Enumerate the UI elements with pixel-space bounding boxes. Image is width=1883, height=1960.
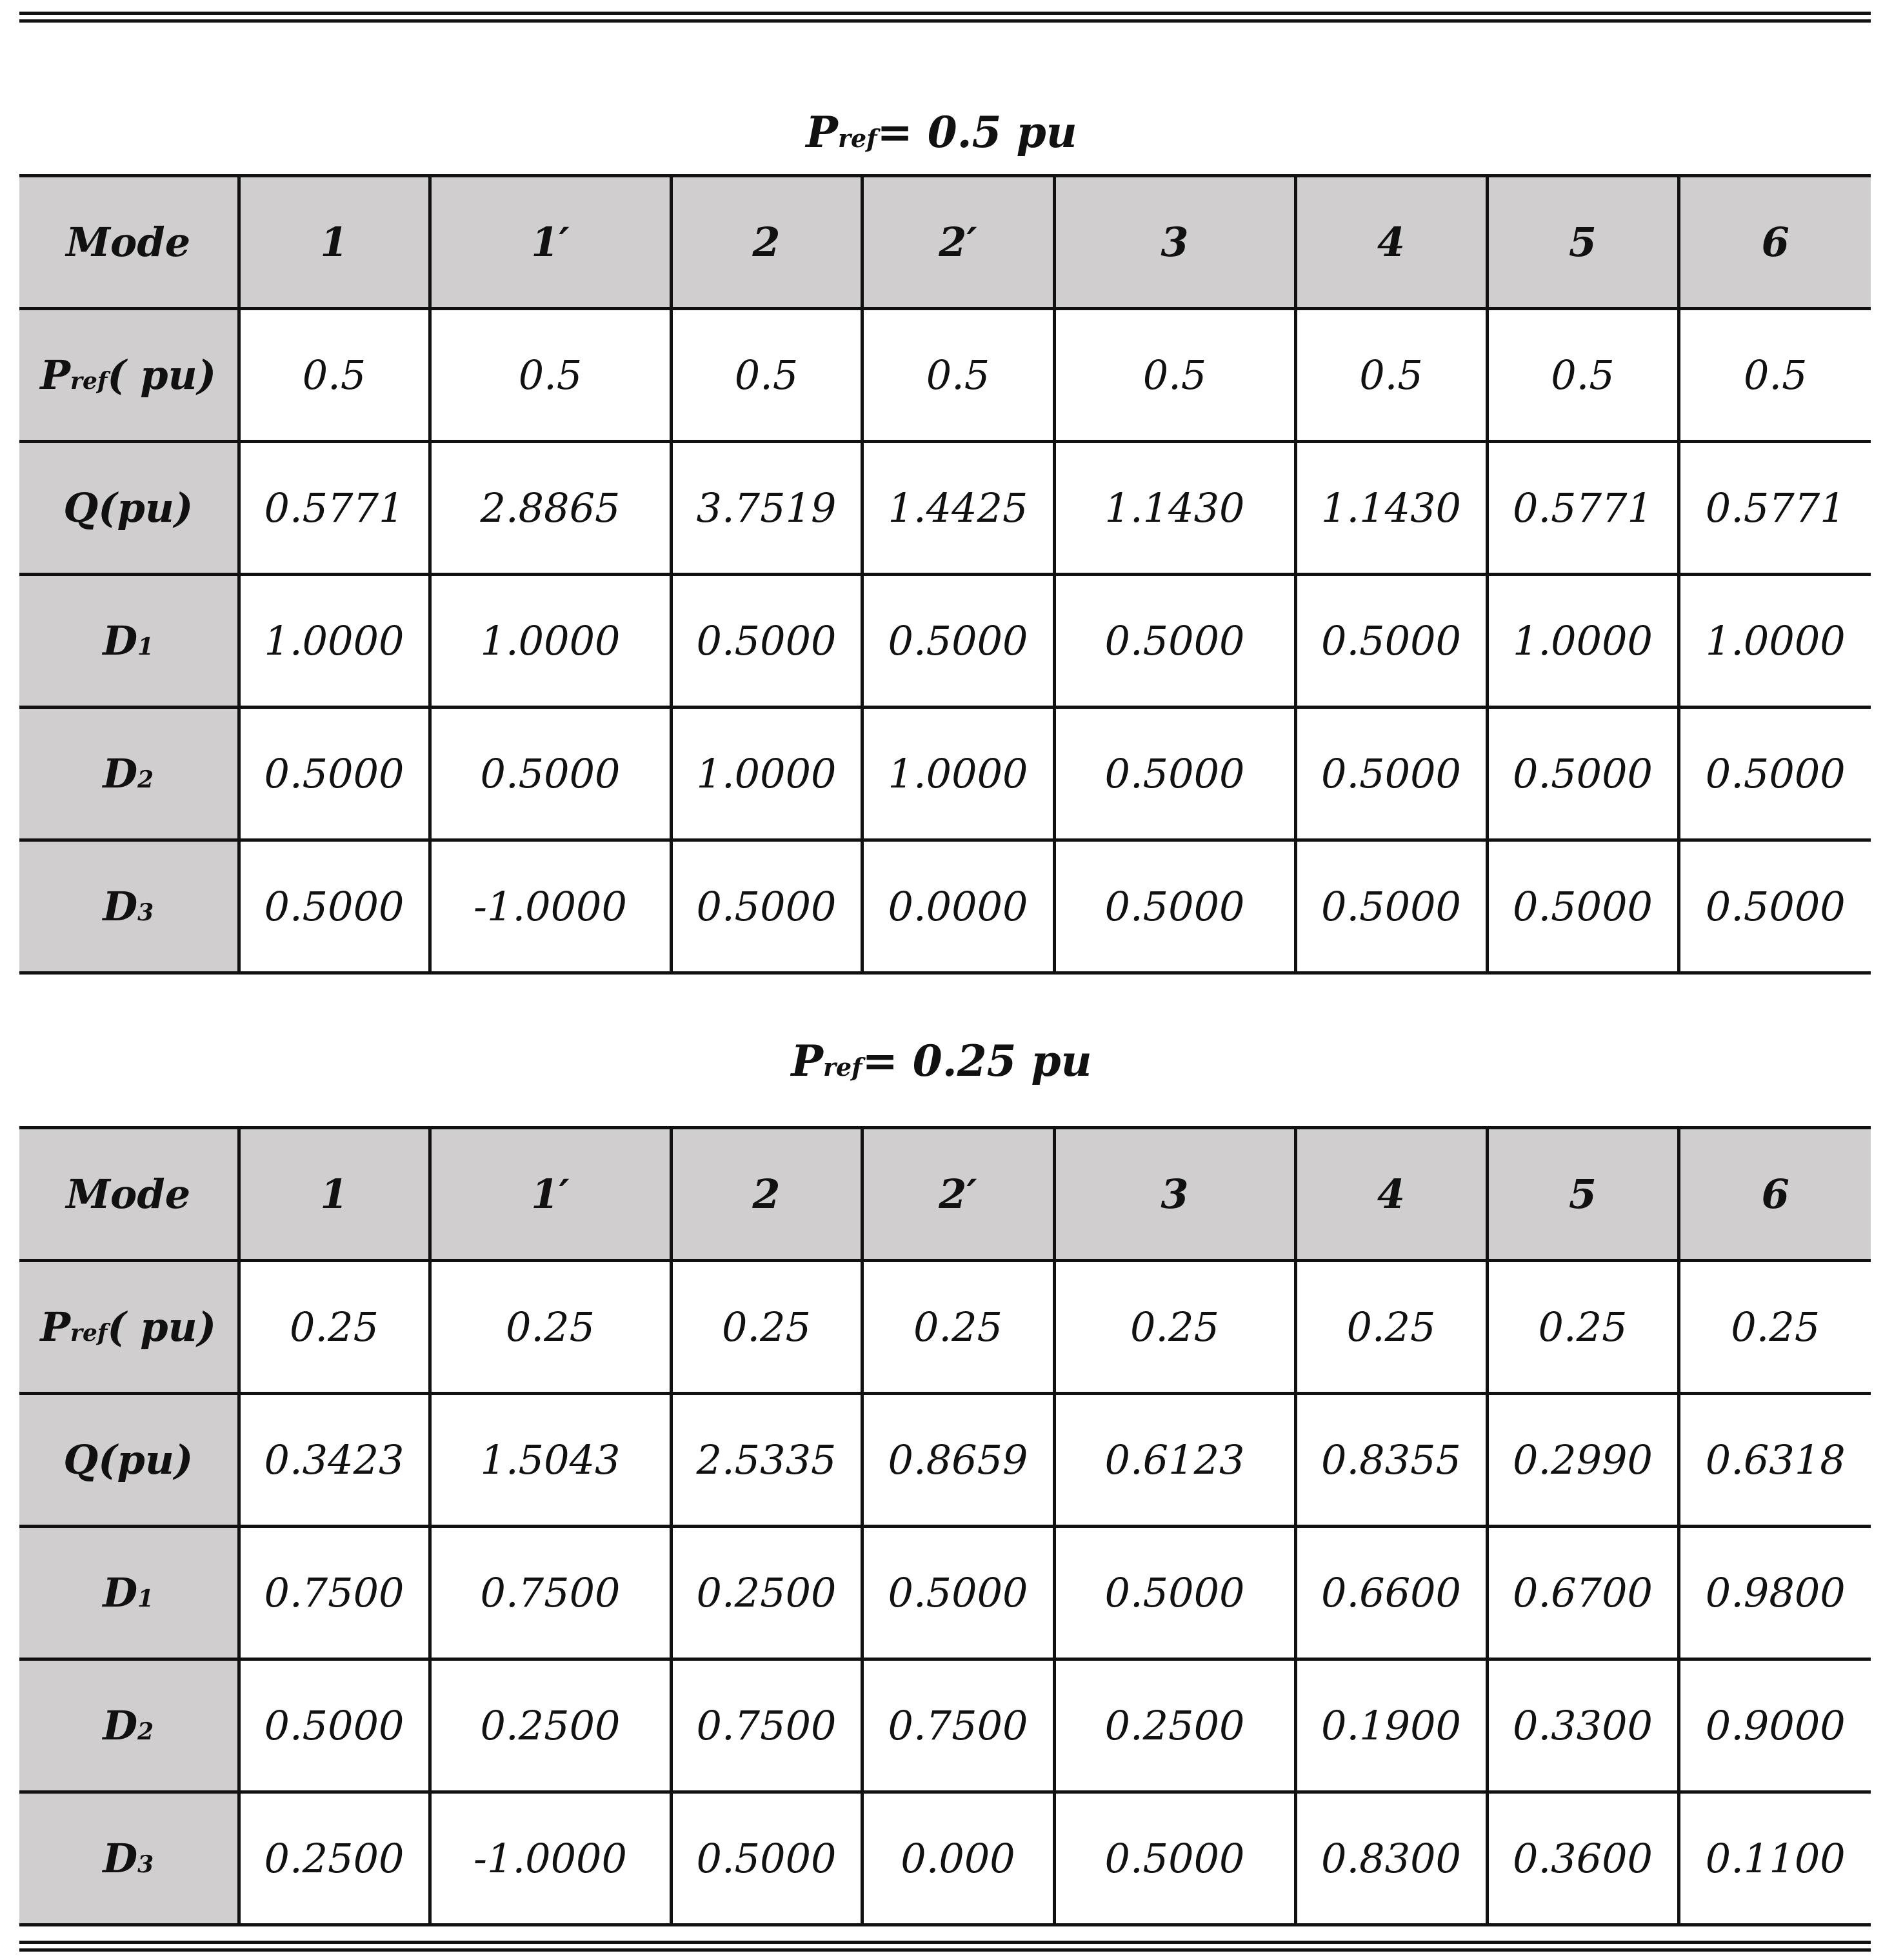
- table-1-caption: [0, 107, 1883, 157]
- table-row: [19, 708, 1871, 840]
- row-label-base: P: [40, 351, 71, 399]
- column-header: 1′: [430, 1128, 671, 1261]
- row-label-rest: ( pu): [107, 351, 217, 399]
- row-label: [19, 1792, 239, 1925]
- row-label-base: Mode: [66, 219, 191, 266]
- table-cell: 0.5: [862, 309, 1054, 442]
- table-row: [19, 309, 1871, 442]
- table-cell: 0.5000: [862, 575, 1054, 708]
- row-label-base: P: [40, 1303, 71, 1351]
- row-label-base: D: [103, 617, 138, 664]
- row-label: [19, 840, 239, 973]
- row-label-base: D: [103, 750, 138, 797]
- column-header: 5: [1487, 176, 1679, 309]
- table-cell: 0.7500: [239, 1527, 430, 1659]
- caption-sub: ref: [837, 124, 877, 153]
- table-cell: 0.3423: [239, 1394, 430, 1527]
- table-cell: 0.1100: [1679, 1792, 1871, 1925]
- row-label-rest: ( pu): [107, 1303, 217, 1351]
- table-cell: 0.7500: [671, 1659, 862, 1792]
- table-cell: 0.5771: [239, 442, 430, 575]
- table-cell: 0.25: [1295, 1261, 1487, 1394]
- table-cell: 0.1900: [1295, 1659, 1487, 1792]
- row-label-subscript: 2: [137, 766, 154, 793]
- table-cell: 0.5000: [1679, 840, 1871, 973]
- row-label: [19, 1394, 239, 1527]
- table-cell: 1.4425: [862, 442, 1054, 575]
- column-header: 4: [1295, 1128, 1487, 1261]
- row-label-base: Q(pu): [63, 484, 194, 531]
- table-cell: 0.0000: [862, 840, 1054, 973]
- column-header: 1′: [430, 176, 671, 309]
- row-label-base: D: [103, 1835, 138, 1882]
- table-cell: 0.5000: [239, 840, 430, 973]
- column-header: 3: [1054, 176, 1295, 309]
- table-cell: 1.0000: [671, 708, 862, 840]
- table-cell: 0.2500: [430, 1659, 671, 1792]
- row-label-subscript: 1: [137, 1585, 154, 1612]
- table-cell: 0.7500: [862, 1659, 1054, 1792]
- column-header: 2′: [862, 1128, 1054, 1261]
- table-row: [19, 1261, 1871, 1394]
- table-cell: 0.25: [862, 1261, 1054, 1394]
- table-cell: 0.5000: [862, 1527, 1054, 1659]
- row-label: [19, 1261, 239, 1394]
- row-label: [19, 1128, 239, 1261]
- table-cell: 0.5000: [1487, 840, 1679, 973]
- header-row: [19, 1128, 1871, 1261]
- table-cell: 0.8659: [862, 1394, 1054, 1527]
- table-cell: 0.5: [430, 309, 671, 442]
- top-rule: [19, 12, 1871, 15]
- table-cell: 0.6700: [1487, 1527, 1679, 1659]
- table-cell: 0.5000: [1295, 708, 1487, 840]
- table-cell: 3.7519: [671, 442, 862, 575]
- row-label: [19, 176, 239, 309]
- table-cell: 0.2500: [1054, 1659, 1295, 1792]
- table-cell: 1.0000: [1679, 575, 1871, 708]
- table-cell: 0.5000: [1054, 840, 1295, 973]
- table-cell: 1.1430: [1295, 442, 1487, 575]
- column-header: 6: [1679, 1128, 1871, 1261]
- table-cell: 1.0000: [862, 708, 1054, 840]
- table-pref-0-25: [19, 1126, 1871, 1926]
- header-row: [19, 176, 1871, 309]
- row-label-subscript: 3: [137, 899, 154, 926]
- top-rule-inner: [19, 19, 1871, 23]
- table-cell: 0.5000: [1054, 1792, 1295, 1925]
- table-cell: 1.1430: [1054, 442, 1295, 575]
- table-cell: 0.5000: [1295, 840, 1487, 973]
- table-cell: 0.5: [239, 309, 430, 442]
- caption-sub: ref: [822, 1053, 862, 1082]
- row-label-subscript: ref: [70, 1320, 108, 1347]
- table-row: [19, 575, 1871, 708]
- table-cell: 0.5000: [1054, 1527, 1295, 1659]
- table-cell: 0.25: [239, 1261, 430, 1394]
- table-cell: 0.6123: [1054, 1394, 1295, 1527]
- table-cell: 0.25: [1054, 1261, 1295, 1394]
- table-cell: 0.5771: [1487, 442, 1679, 575]
- row-label: [19, 309, 239, 442]
- table-cell: 0.3300: [1487, 1659, 1679, 1792]
- caption-rest: = 0.5 pu: [877, 107, 1077, 157]
- column-header: 3: [1054, 1128, 1295, 1261]
- row-label: [19, 442, 239, 575]
- table-cell: 0.9000: [1679, 1659, 1871, 1792]
- table-row: [19, 1792, 1871, 1925]
- table-cell: 0.5000: [1679, 708, 1871, 840]
- caption-base: P: [806, 107, 838, 157]
- row-label: [19, 708, 239, 840]
- column-header: 1: [239, 1128, 430, 1261]
- table-cell: 0.5000: [1054, 708, 1295, 840]
- column-header: 6: [1679, 176, 1871, 309]
- table-cell: -1.0000: [430, 1792, 671, 1925]
- table-cell: 1.0000: [430, 575, 671, 708]
- table-cell: 0.5: [1054, 309, 1295, 442]
- row-label: [19, 1527, 239, 1659]
- column-header: 4: [1295, 176, 1487, 309]
- caption-rest: = 0.25 pu: [862, 1036, 1092, 1086]
- row-label-subscript: 3: [137, 1851, 154, 1878]
- table-cell: 0.25: [671, 1261, 862, 1394]
- table-cell: 0.6600: [1295, 1527, 1487, 1659]
- row-label-base: Q(pu): [63, 1436, 194, 1483]
- table-cell: 0.5: [671, 309, 862, 442]
- table-cell: 0.25: [1679, 1261, 1871, 1394]
- table-cell: 0.5000: [1295, 575, 1487, 708]
- table-cell: 0.2500: [671, 1527, 862, 1659]
- bottom-rule: [19, 1941, 1871, 1944]
- column-header: 1: [239, 176, 430, 309]
- table-cell: 0.25: [430, 1261, 671, 1394]
- table-cell: 0.5000: [671, 1792, 862, 1925]
- table-cell: 0.5000: [671, 575, 862, 708]
- table-row: [19, 1394, 1871, 1527]
- table-cell: 0.3600: [1487, 1792, 1679, 1925]
- table-row: [19, 1659, 1871, 1792]
- table-row: [19, 1527, 1871, 1659]
- column-header: 2′: [862, 176, 1054, 309]
- table-row: [19, 442, 1871, 575]
- table-cell: 0.5000: [1487, 708, 1679, 840]
- row-label-subscript: 2: [137, 1718, 154, 1745]
- table-cell: 0.2500: [239, 1792, 430, 1925]
- table-cell: 2.8865: [430, 442, 671, 575]
- column-header: 2: [671, 176, 862, 309]
- row-label-base: D: [103, 1569, 138, 1616]
- row-label-subscript: 1: [137, 633, 154, 660]
- row-label: [19, 1659, 239, 1792]
- table-cell: 0.5000: [430, 708, 671, 840]
- column-header: 2: [671, 1128, 862, 1261]
- table-cell: 1.5043: [430, 1394, 671, 1527]
- table-pref-0-5: [19, 174, 1871, 975]
- table-cell: 0.2990: [1487, 1394, 1679, 1527]
- table-cell: 0.9800: [1679, 1527, 1871, 1659]
- table-cell: 0.5771: [1679, 442, 1871, 575]
- caption-base: P: [791, 1036, 823, 1086]
- row-label: [19, 575, 239, 708]
- table-cell: 0.5: [1487, 309, 1679, 442]
- table-cell: 2.5335: [671, 1394, 862, 1527]
- row-label-subscript: ref: [70, 368, 108, 395]
- table-cell: 0.6318: [1679, 1394, 1871, 1527]
- row-label-base: D: [103, 1702, 138, 1749]
- table-cell: 1.0000: [239, 575, 430, 708]
- column-header: 5: [1487, 1128, 1679, 1261]
- bottom-rule-inner: [19, 1948, 1871, 1952]
- table-row: [19, 840, 1871, 973]
- table-cell: 0.000: [862, 1792, 1054, 1925]
- table-cell: 1.0000: [1487, 575, 1679, 708]
- table-cell: -1.0000: [430, 840, 671, 973]
- table-2-caption: [0, 1036, 1883, 1086]
- row-label-base: Mode: [66, 1171, 191, 1218]
- table-cell: 0.8355: [1295, 1394, 1487, 1527]
- table-cell: 0.7500: [430, 1527, 671, 1659]
- table-cell: 0.5: [1295, 309, 1487, 442]
- table-cell: 0.5000: [1054, 575, 1295, 708]
- table-cell: 0.5000: [239, 708, 430, 840]
- table-cell: 0.25: [1487, 1261, 1679, 1394]
- table-cell: 0.5: [1679, 309, 1871, 442]
- row-label-base: D: [103, 883, 138, 930]
- table-cell: 0.5000: [239, 1659, 430, 1792]
- table-cell: 0.5000: [671, 840, 862, 973]
- table-cell: 0.8300: [1295, 1792, 1487, 1925]
